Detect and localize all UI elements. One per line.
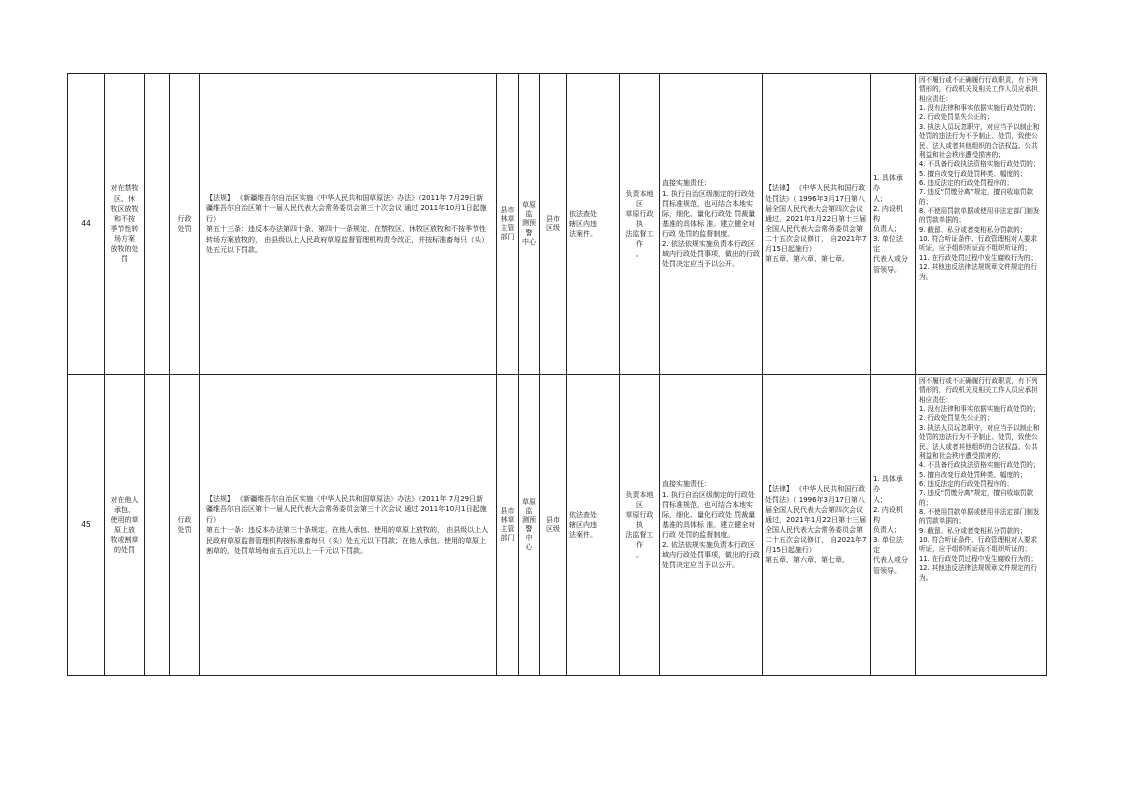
responsibility-content: 直接实施责任： 1. 执行自治区级制定的行政处罚标准规范，也可结合本地实际，细化、量化行政处 罚裁量基准的具体标 准。建立健全对行政 处罚的监督制度。 2. 依法依规实施负责本行政区域内行政处罚事项，做出的行政处罚决定应当予以公开。 (660, 74, 763, 375)
legal-basis: 【法规】 《新疆维吾尔自治区实施〈中华人民共和国草原法〉办法》（2011年 7月29日新疆维吾尔自治区第十一届人民代表大会常务委员会第三十次会议 通过 2011年10月1日起施行） 第五十一条：违反本办法第三十条规定，在他人承包、使用的草原上放牧的， 由县级以上人民政府草原监督管理机构按标准畜每只（头）处五元以下罚款；在他人承包、使用的草原上割草的，处罚草场每亩五百元以上一千元以下罚款。 (200, 375, 497, 676)
table-row (68, 74, 1047, 375)
duty-description: 负责本地 区 草原行政 执 法监督工 作 。 (620, 375, 660, 676)
item-name: 对在他人 承包、 使用的草 原上放 牧或割草 的处罚 (105, 375, 145, 676)
implementation-level: 县市 区级 (540, 74, 567, 375)
item-type: 行政 处罚 (170, 375, 200, 676)
duty-description: 负责本地 区 草原行政 执 法监督工 作 。 (620, 74, 660, 375)
implementing-agency: 县市 林草 主管 部门 (497, 74, 519, 375)
row-seq: 45 (68, 375, 105, 676)
liability-circumstances: 因不履行或不正确履行行政职责，有下列情形的，行政机关及相关工作人员应承担相应责任： 1. 没有法律和事实依据实施行政处罚的； 2. 行政处罚显失公正的； 3. 执法人员玩忽职守，对应当予以制止和处罚的违法行为不予制止、处罚，致使公民、法人或者其他组织的合法权益、公共利益和社会秩序遭受损害的； 4. 不具备行政执法资格实施行政处罚的； 5. 擅自改变行政处罚种类、幅度的； 6. 违反法定的行政处罚程序的； 7. 违反“罚缴分离”规定，擅自收取罚款的； 8. 不使用罚款单据或使用非法定部门制发的罚款单据的； 9. 截留、私分或者变相私分罚款的； 10. 符合听证条件、行政管理相对人要求听证，应予组织听证而不组织听证的； 11. 在行政处罚过程中发生腐败行为的； 12. 其他违反法律法规规章文件规定的行为。 (916, 74, 1047, 375)
implementing-agency: 县市 林草 主管 部门 (497, 375, 519, 676)
responsible-subjects: 1. 具体承 办 人； 2. 内设机 构 负责人； 3. 单位法 定 代表人或分 管领导。 (871, 375, 916, 676)
responsibility-table (67, 73, 1047, 676)
jurisdiction-scope: 依法查处 辖区内违 法案件。 (567, 375, 620, 676)
implementation-level: 县市 区级 (540, 375, 567, 676)
responsibility-content: 直接实施责任： 1. 执行自治区级制定的行政处罚标准规范，也可结合本地实际，细化、量化行政处 罚裁量基准的具体标 准。建立健全对行政 处罚的监督制度。 2. 依法依规实施负责本行政区域内行政处罚事项，做出的行政处罚决定应当予以公开。 (660, 375, 763, 676)
accountability-law: 【法律】 《中华人民共和国行政处罚法》（ 1996年3月17日第八届全国人民代表大会第四次会议通过，2021年1月22日第十三届全国人民代表大会常务委员会第二十五次会议修订， 自2021年7月15日起施行） 第五章、第六章、第七章。 (763, 375, 871, 676)
responsible-subjects: 1. 具体承 办 人； 2. 内设机 构 负责人； 3. 单位法 定 代表人或分 管领导。 (871, 74, 916, 375)
implementing-unit: 草原 监 测预 警 中心 (519, 74, 540, 375)
accountability-law: 【法律】 《中华人民共和国行政处罚法》（ 1996年3月17日第八届全国人民代表大会第四次会议通过，2021年1月22日第十三届全国人民代表大会常务委员会第二十五次会议修订， 自2021年7月15日起施行） 第五章、第六章、第七章。 (763, 74, 871, 375)
sub-item (145, 74, 170, 375)
implementing-unit: 草原 监 测预 警 中 心 (519, 375, 540, 676)
table-row (68, 375, 1047, 676)
sub-item (145, 375, 170, 676)
legal-basis: 【法规】 《新疆维吾尔自治区实施〈中华人民共和国草原法〉办法》（2011年 7月29日新疆维吾尔自治区第十一届人民代表大会常务委员会第三十次会议 通过 2011年10月1日起施行） 第五十三条：违反本办法第四十条、第四十一条规定，在禁牧区、休牧区放牧和不按季节性转场方案放牧的， 由县级以上人民政府草原监督管理机构责令改正，并按标准畜每只（头）处五元以下罚款。 (200, 74, 497, 375)
item-type: 行政 处罚 (170, 74, 200, 375)
jurisdiction-scope: 依法查处 辖区内违 法案件。 (567, 74, 620, 375)
liability-circumstances: 因不履行或不正确履行行政职责，有下列情形的，行政机关及相关工作人员应承担相应责任： 1. 没有法律和事实依据实施行政处罚的； 2. 行政处罚显失公正的； 3. 执法人员玩忽职守，对应当予以制止和处罚的违法行为不予制止、处罚，致使公民、法人或者其他组织的合法权益、公共利益和社会秩序遭受损害的； 4. 不具备行政执法资格实施行政处罚的； 5. 擅自改变行政处罚种类、幅度的； 6. 违反法定的行政处罚程序的； 7. 违反“罚缴分离”规定，擅自收取罚款的； 8. 不使用罚款单据或使用非法定部门制发的罚款单据的； 9. 截留、私分或者变相私分罚款的； 10. 符合听证条件、行政管理相对人要求听证，应予组织听证而不组织听证的； 11. 在行政处罚过程中发生腐败行为的； 12. 其他违反法律法规规章文件规定的行为。 (916, 375, 1047, 676)
item-name: 对在禁牧 区、休 牧区放牧 和不按 季节性转 场方案 放牧的处 罚 (105, 74, 145, 375)
row-seq: 44 (68, 74, 105, 375)
